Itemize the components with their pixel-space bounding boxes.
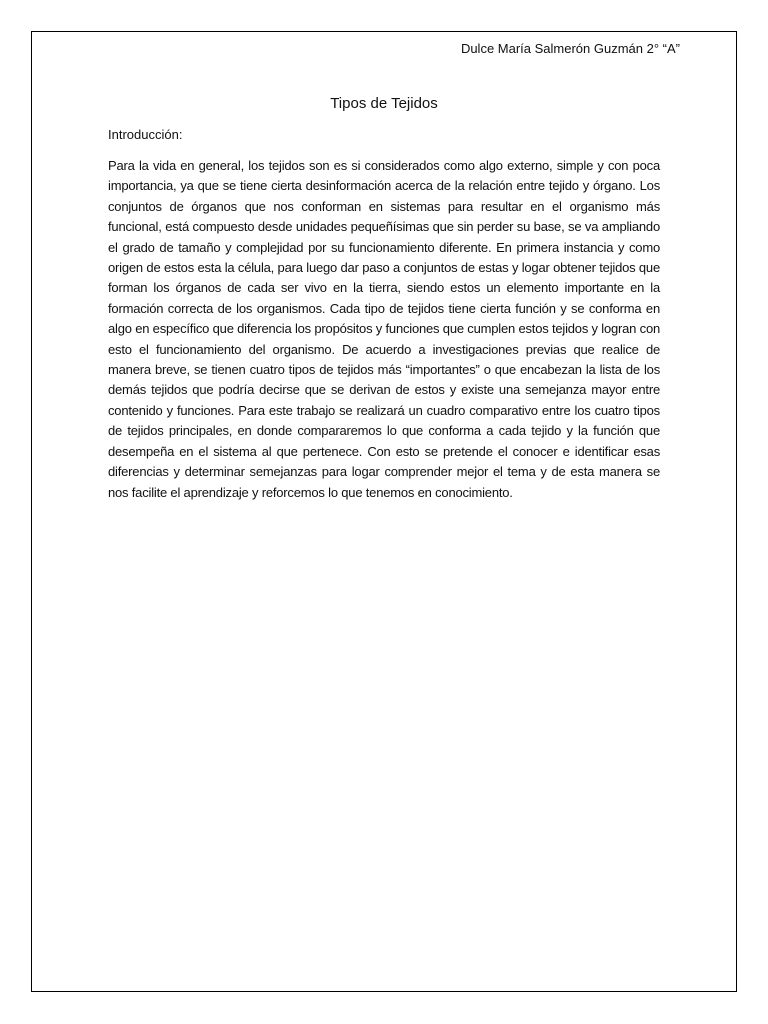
document-page — [31, 31, 737, 992]
author-line: Dulce María Salmerón Guzmán 2° “A” — [460, 41, 680, 56]
section-label: Introducción: — [108, 127, 183, 142]
body-paragraph: Para la vida en general, los tejidos son es si considerados como algo externo, simple y con poca importancia, ya que se tiene cierta desinformación acerca de la relación entre tejido y órgano. Los conjuntos de órganos que nos conforman en sistemas para resultar en el organismo más funcional, está compuesto desde unidades pequeñísimas que sin perder su base, se va ampliando el grado de tamaño y complejidad por su funcionamiento diferente. En primera instancia y como origen de estos esta la célula, para luego dar paso a conjuntos de estas y logar obtener tejidos que forman los órganos de cada ser vivo en la tierra, siendo estos un elemento importante en la formación correcta de los organismos. Cada tipo de tejidos tiene cierta función y se conforma en algo en específico que diferencia los propósitos y funciones que cumplen estos tejidos y logran con esto el funcionamiento del organismo. De acuerdo a investigaciones previas que realice de manera breve, se tienen cuatro tipos de tejidos más “importantes” o que encabezan la lista de los demás tejidos que podría decirse que se derivan de estos y existe una semejanza mayor entre contenido y funciones. Para este trabajo se realizará un cuadro comparativo entre los cuatro tipos de tejidos principales, en donde compararemos lo que conforma a cada tejido y la función que desempeña en el sistema al que pertenece. Con esto se pretende el conocer e identificar esas diferencias y determinar semejanzas para logar comprender mejor el tema y de esta manera se nos facilite el aprendizaje y reforcemos lo que tenemos en conocimiento. — [108, 158, 660, 500]
document-title: Tipos de Tejidos — [330, 95, 438, 112]
